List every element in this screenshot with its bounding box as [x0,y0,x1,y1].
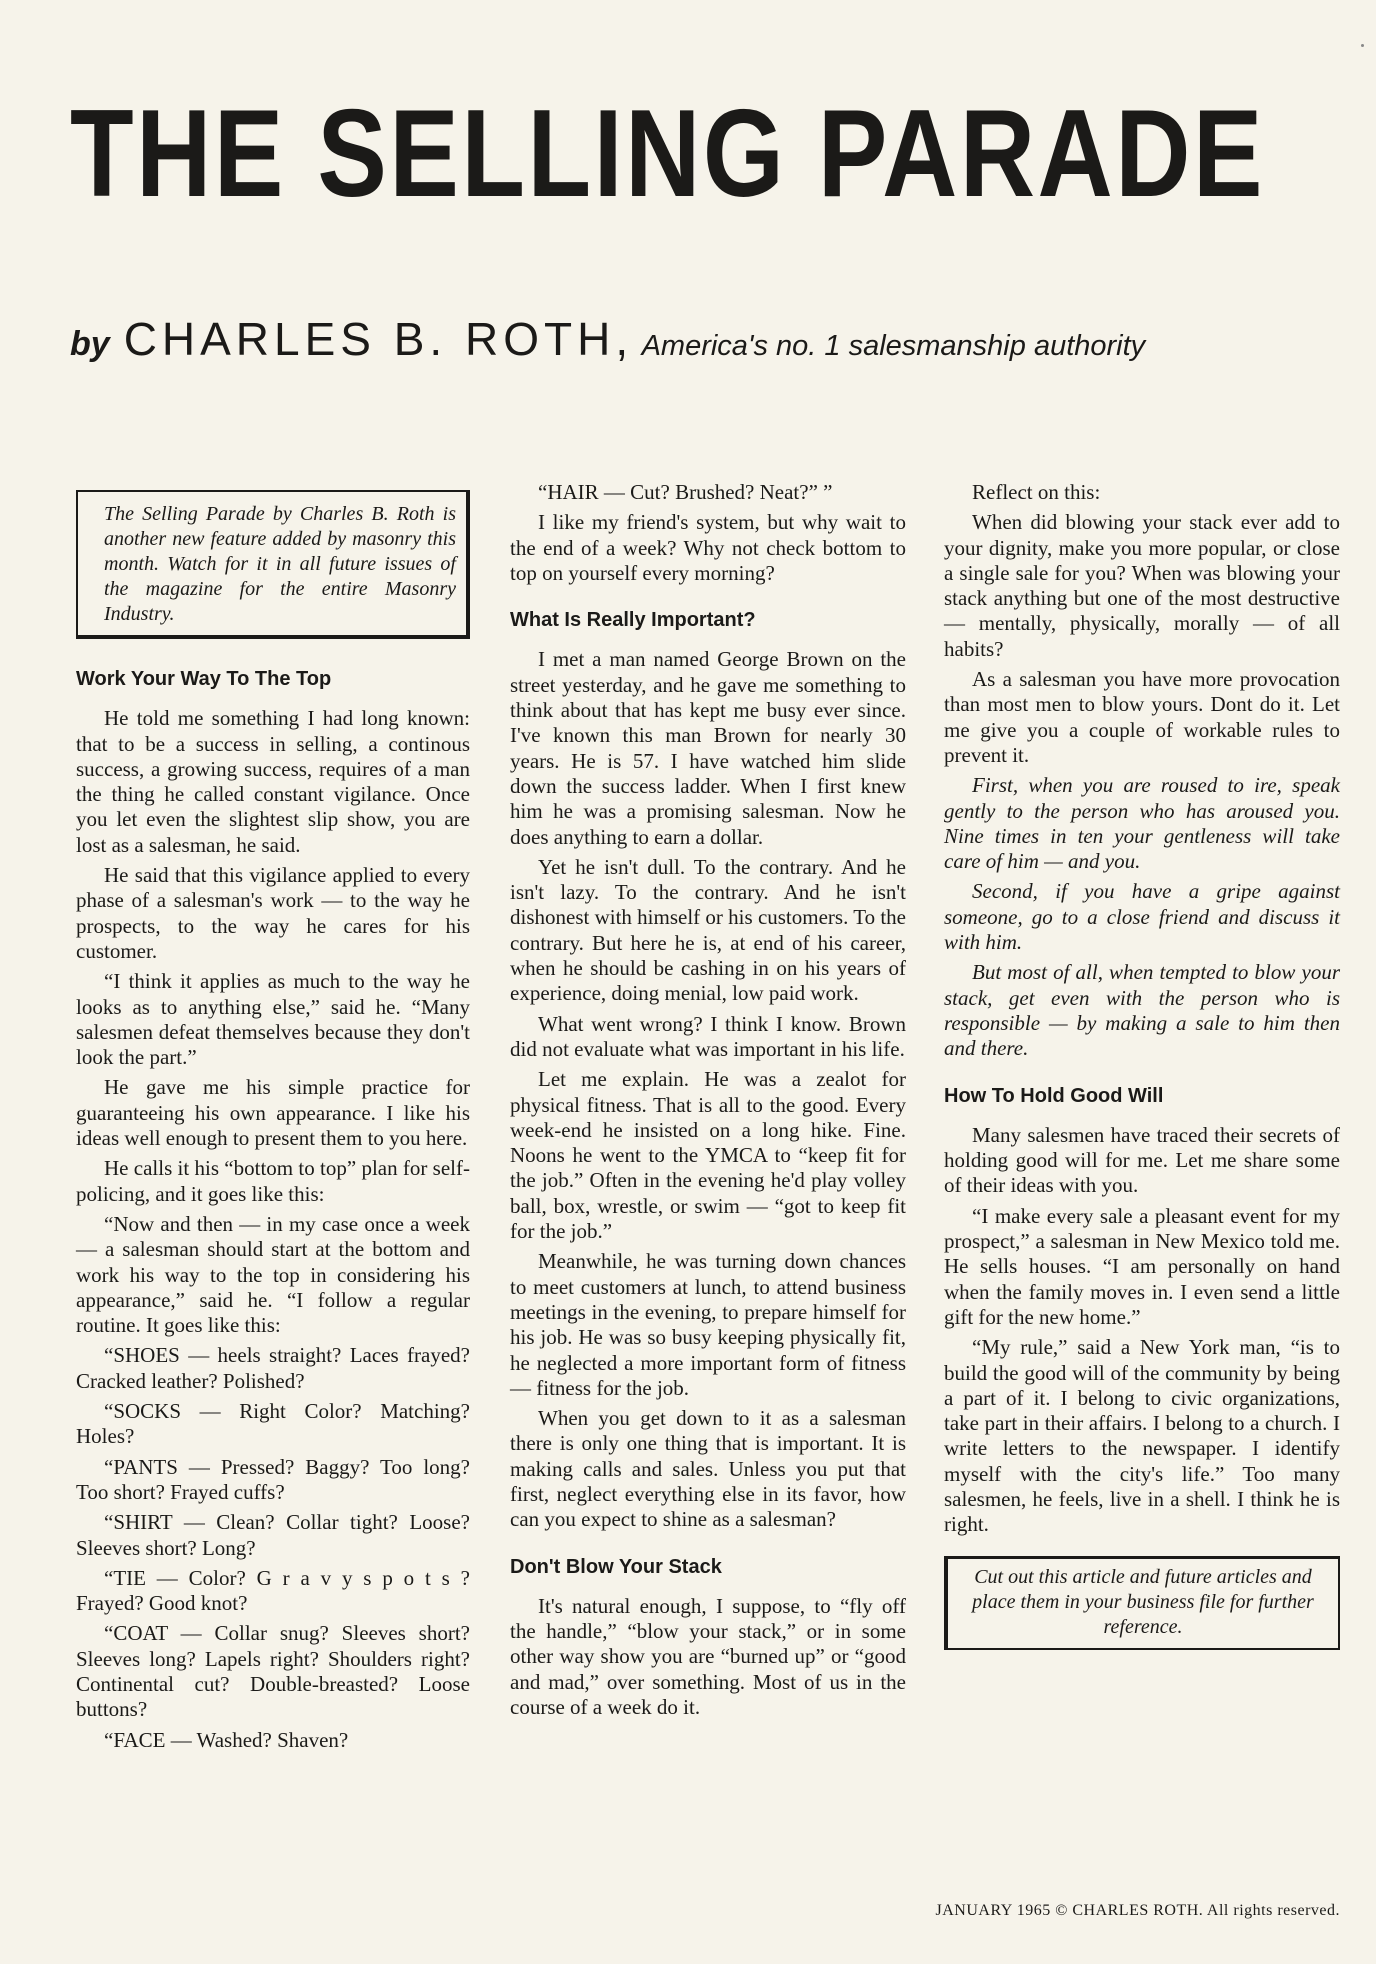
paragraph: He gave me his simple practice for guaranteeing his own appearance. I like his ideas well enough to present them to you here. [76,1075,470,1151]
intro-box: The Selling Parade by Charles B. Roth is another new feature added by masonry this month. Watch for it in all future issues of the magazine for the entire Masonry Industry. [76,490,470,639]
paragraph: Many salesmen have traced their secrets of holding good will for me. Let me share some of their ideas with you. [944,1122,1340,1198]
column-1 [76,490,470,1758]
checklist-item-shoes: “SHOES — heels straight? Laces frayed? Cracked leather? Polished? [76,1343,470,1393]
checklist-item-pants: “PANTS — Pressed? Baggy? Too long? Too short? Frayed cuffs? [76,1454,470,1504]
paragraph-rule-second: Second, if you have a gripe against someone, go to a close friend and discuss it with him. [944,879,1340,955]
paragraph: “Now and then — in my case once a week — a salesman should start at the bottom and work his way to the top in considering his appearance,” said he. “I follow a regular routine. It goes like this: [76,1211,470,1338]
paragraph: Meanwhile, he was turning down chances to meet customers at lunch, to attend business meetings in the evening, to prepare himself for his job. He was so busy keeping physically fit, he neglected a more important form of fitness — fitness for the job. [510,1249,906,1400]
paragraph: Yet he isn't dull. To the contrary. And he isn't lazy. To the contrary. And he isn't dishonest with himself or his customers. To the contrary. But here he is, at end of his career, when he should be cashing in on his years of experience, doing menial, low paid work. [510,854,906,1006]
checklist-item-shirt: “SHIRT — Clean? Collar tight? Loose? Sleeves short? Long? [76,1510,470,1560]
paragraph: When did blowing your stack ever add to your dignity, make you more popular, or close a single sale for you? When was blowing your stack anything but one of the most destructive — mentally, physically, morally — of all habits? [944,510,1340,661]
paragraph-rule-most: But most of all, when tempted to blow your stack, get even with the person who is responsible — by making a sale to him then and there. [944,960,1340,1061]
paragraph: It's natural enough, I suppose, to “fly off the handle,” “blow your stack,” or in some other way show you are “burned up” or “good and mad,” over something. Most of us in the course of a week do it. [510,1593,906,1720]
byline-role: America's no. 1 salesmanship authority [641,330,1146,362]
paragraph: Let me explain. He was a zealot for physical fitness. That is all to the good. Every week-end he insisted on a long hike. Fine. Noons he went to the YMCA to “keep fit for the job.” Often in the evening he'd play volley ball, box, wrestle, or swim — “got to keep fit for the job.” [510,1067,906,1244]
checklist-item-tie: “TIE — Color? G r a v y s p o t s ? Frayed? Good knot? [76,1565,470,1616]
paragraph-rule-first: First, when you are roused to ire, speak gently to the person who has aroused you. Nine times in ten your gentleness will take care of him — and you. [944,773,1340,874]
paragraph: I met a man named George Brown on the street yesterday, and he gave me something to think about that has kept me busy ever since. I've known this man Brown for nearly 30 years. He is 57. I have watched him slide down the success ladder. When I first knew him he was a promising salesman. Now he does anything to earn a dollar. [510,647,906,849]
section-heading-really-important: What Is Really Important? [510,609,756,632]
page-title: THE SELLING PARADE [70,85,1266,223]
column-3 [944,480,1340,1678]
paragraph: “My rule,” said a New York man, “is to build the good will of the community by being a part of it. I belong to civic organizations, take part in their affairs. I belong to a church. I write letters to the newspaper. I identify myself with the city's life.” Too many salesmen, he feels, live in a shell. I think he is right. [944,1335,1340,1537]
paragraph: What went wrong? I think I know. Brown did not evaluate what was important in his life. [510,1011,906,1061]
column-2 [510,480,906,1725]
paragraph: I like my friend's system, but why wait to the end of a week? Why not check bottom to top on yourself every morning? [510,510,906,585]
page-mark [1361,44,1364,47]
paragraph: When you get down to it as a salesman there is only one thing that is important. It is making calls and sales. Unless you put that first, neglect everything else in its favor, how can you expect to shine as a salesman? [510,1406,906,1532]
outro-box: Cut out this article and future articles and place them in your business file for further reference. [944,1556,1340,1650]
paragraph: He said that this vigilance applied to every phase of a salesman's work — to the way he prospects, to the way he cares for his customer. [76,863,470,963]
checklist-item-face: “FACE — Washed? Shaven? [104,1727,349,1752]
checklist-item-socks: “SOCKS — Right Color? Matching? Holes? [76,1399,470,1449]
byline-author: CHARLES B. ROTH, [123,313,634,365]
checklist-item-coat: “COAT — Collar snug? Sleeves short? Sleeves long? Lapels right? Shoulders right? Continental cut? Double-breasted? Loose buttons? [76,1621,470,1722]
paragraph: He calls it his “bottom to top” plan for self-policing, and it goes like this: [76,1156,470,1206]
section-heading-work-your-way: Work Your Way To The Top [76,668,332,690]
byline-by: by [70,325,110,363]
section-heading-good-will: How To Hold Good Will [944,1084,1164,1107]
paragraph: He told me something I had long known: that to be a success in selling, a continous success, a growing success, requires of a man the thing he called constant vigilance. Once you let even the slightest slip show, you are lost as a salesman, he said. [76,706,470,857]
paragraph: Reflect on this: [972,480,1101,504]
footer-copyright: JANUARY 1965 © CHARLES ROTH. All rights reserved. [935,1902,1340,1919]
section-heading-blow-your-stack: Don't Blow Your Stack [510,1555,722,1578]
paragraph: As a salesman you have more provocation than most men to blow yours. Dont do it. Let me give you a couple of workable rules to prevent it. [944,667,1340,767]
paragraph: “I make every sale a pleasant event for my prospect,” a salesman in New Mexico told me. He sells houses. “I am personally on hand when the family moves in. I even send a little gift for the new home.” [944,1203,1340,1329]
byline [70,312,1340,366]
paragraph: “I think it applies as much to the way he looks as to anything else,” said he. “Many salesmen defeat themselves because they don't look the part.” [76,969,470,1070]
checklist-item-hair: “HAIR — Cut? Brushed? Neat?” ” [538,480,833,504]
